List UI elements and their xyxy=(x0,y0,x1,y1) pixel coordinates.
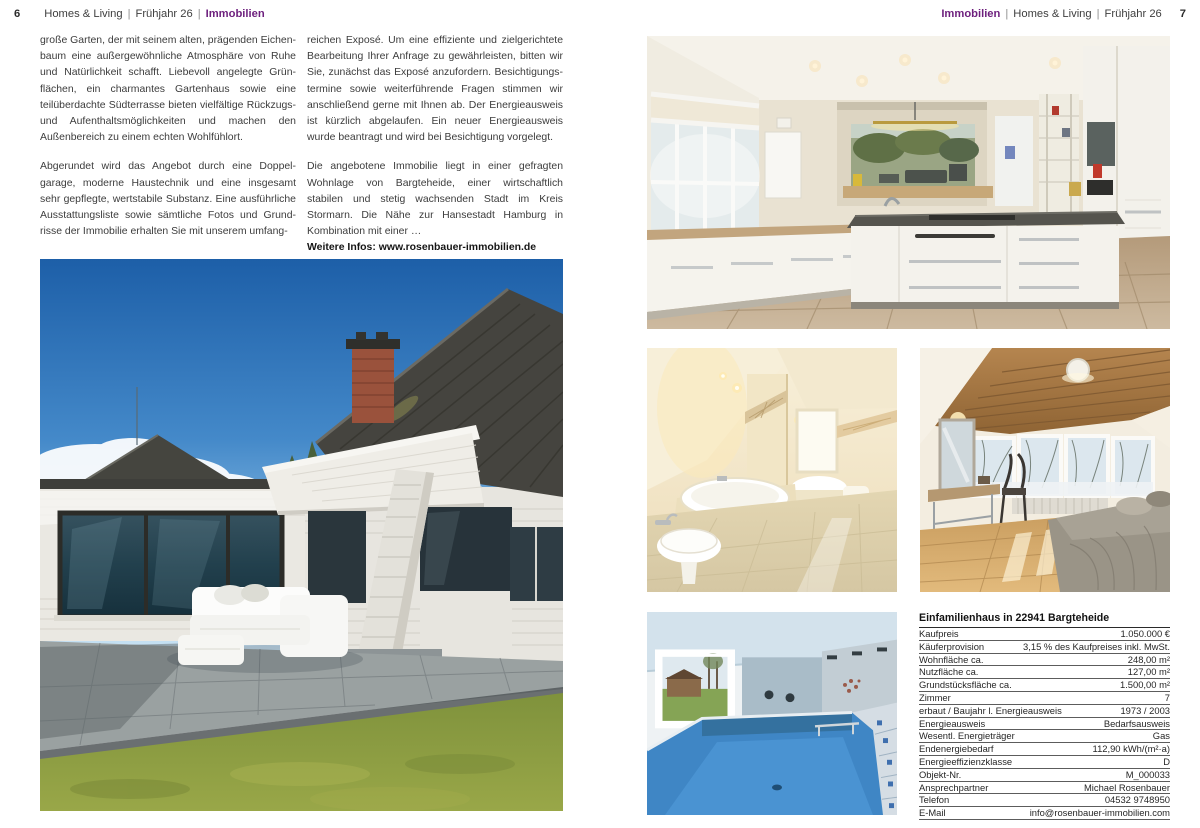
property-table-rows xyxy=(919,628,1170,820)
table-row-label: Käuferprovision xyxy=(919,640,985,652)
article-column-2 xyxy=(307,33,563,270)
table-row-label: Energieausweis xyxy=(919,717,986,729)
section-label: Immobilien xyxy=(205,8,265,20)
paragraph: große Garten, der mit seinem alten, prägenden Eichenbaum eine außergewöhnliche Atmosphäre von Ruhe und Natürlichkeit schafft. Liebevoll angelegte Grünflächen, ein charmantes Gartenhaus sowie eine teilüberdachte Südterrasse bieten vielfältige Rückzugs- und Aufenthaltsmöglichkeiten und machen den Außenbereich zu einem echten Wohlfühlort. xyxy=(40,35,296,144)
article-column-1 xyxy=(40,33,296,253)
magazine-title: Homes & Living xyxy=(1013,8,1092,20)
pool-photo xyxy=(647,612,897,815)
table-row-label: E-Mail xyxy=(919,807,946,819)
garden-sofa xyxy=(167,584,363,673)
section-label: Immobilien xyxy=(941,8,1001,20)
table-row xyxy=(919,718,1170,731)
table-row-value: D xyxy=(1163,755,1170,767)
table-row-label: Energieeffizienzklasse xyxy=(919,755,1013,767)
header-separator: | xyxy=(127,8,131,20)
paragraph: Abgerundet wird das Angebot durch eine Doppelgarage, moderne Haustechnik und eine insgesamt sehr gepflegte, wertstabile Substanz. Eine ausführliche Ausstattungsliste sowie sämtliche Fotos und Grundrisse der Immobilie erhalten Sie mit unserem umfang- xyxy=(40,161,296,238)
table-row xyxy=(919,679,1170,692)
table-row xyxy=(919,782,1170,795)
table-row-value: M_000033 xyxy=(1125,768,1170,780)
table-row-value: 7 xyxy=(1164,691,1170,703)
table-row-label: Kaufpreis xyxy=(919,628,959,639)
table-row xyxy=(919,641,1170,654)
table-row-label: Nutzfläche ca. xyxy=(919,666,979,678)
table-row xyxy=(919,794,1170,807)
table-row-value: 127,00 m² xyxy=(1127,666,1170,678)
table-row-value: 248,00 m² xyxy=(1127,653,1170,665)
table-row xyxy=(919,730,1170,743)
table-row-label: erbaut / Baujahr l. Energieausweis xyxy=(919,704,1062,716)
table-row xyxy=(919,705,1170,718)
table-row xyxy=(919,628,1170,641)
table-row xyxy=(919,743,1170,756)
table-row xyxy=(919,666,1170,679)
table-row-label: Grundstücksfläche ca. xyxy=(919,679,1012,691)
chimney xyxy=(346,332,400,423)
header-right xyxy=(941,8,1186,20)
kitchen-island xyxy=(847,198,1125,309)
house-exterior-photo xyxy=(40,259,563,811)
table-row-value: 04532 9748950 xyxy=(1104,794,1170,806)
table-row xyxy=(919,756,1170,769)
table-row xyxy=(919,692,1170,705)
table-row xyxy=(919,654,1170,667)
kitchen-photo xyxy=(647,36,1170,329)
table-row-label: Telefon xyxy=(919,794,950,806)
table-row xyxy=(919,769,1170,782)
header-left xyxy=(14,8,265,20)
table-row-label: Wesentl. Energieträger xyxy=(919,730,1015,742)
table-row-value: Gas xyxy=(1152,730,1170,742)
paragraph: reichen Exposé. Um eine effiziente und zielgerichtete Bearbeitung Ihrer Anfrage zu gewährleisten, bitten wir Sie, zunächst das Exposé anzufordern. Besichtigungstermine sowie weiterführende Fragen stimmen wir anschließend gerne mit Ihnen ab. Der Energieausweis ist kürzlich abgelaufen. Ein neuer Energieausweis wurde beantragt und wird bei Besichtigung vorgelegt. xyxy=(307,35,563,144)
table-row-value: 3,15 % des Kaufpreises inkl. MwSt. xyxy=(1023,640,1170,652)
table-row-value: Bedarfsausweis xyxy=(1103,717,1170,729)
table-row-value: info@rosenbauer-immobilien.com xyxy=(1029,807,1170,819)
table-row-label: Endenergiebedarf xyxy=(919,743,994,755)
magazine-title: Homes & Living xyxy=(44,8,123,20)
bathroom-photo xyxy=(647,348,897,592)
table-row-label: Objekt-Nr. xyxy=(919,768,962,780)
header-separator: | xyxy=(197,8,201,20)
header-separator: | xyxy=(1096,8,1100,20)
issue-label: Frühjahr 26 xyxy=(135,8,193,20)
table-row xyxy=(919,807,1170,820)
table-row-value: Michael Rosenbauer xyxy=(1084,781,1170,793)
table-row-value: 1973 / 2003 xyxy=(1120,704,1170,716)
page-number-left: 6 xyxy=(14,8,21,20)
page-number-right: 7 xyxy=(1179,8,1186,20)
paragraph-text: Die angebotene Immobilie liegt in einer gefragten Wohnlage von Bargteheide, einer wirtschaftlich stabilen und stetig wachsenden Stadt im Kreis Stormarn. Die Nähe zur Hansestadt Hamburg in Kombination mit einer … xyxy=(307,161,563,238)
issue-label: Frühjahr 26 xyxy=(1104,8,1162,20)
website-link[interactable]: Weitere Infos: www.rosenbauer-immobilien.de xyxy=(307,242,537,254)
table-row-value: 1.500,00 m² xyxy=(1119,679,1170,691)
table-row-label: Ansprechpartner xyxy=(919,781,989,793)
paragraph xyxy=(307,159,563,256)
table-row-label: Wohnfläche ca. xyxy=(919,653,984,665)
header-separator: | xyxy=(1005,8,1009,20)
table-row-value: 1.050.000 € xyxy=(1120,628,1170,639)
table-row-label: Zimmer xyxy=(919,691,951,703)
table-row-value: 112,90 kWh/(m²·a) xyxy=(1092,743,1170,755)
property-table-title: Einfamilienhaus in 22941 Bargteheide xyxy=(919,612,1170,628)
property-table xyxy=(919,612,1170,820)
bedroom-photo xyxy=(920,348,1170,592)
